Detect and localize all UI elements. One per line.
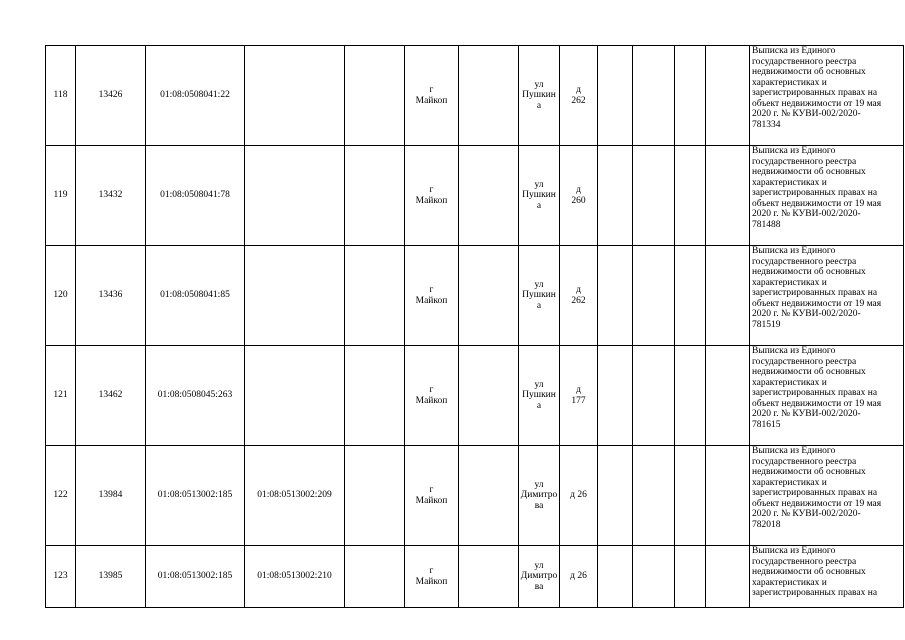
empty-cell [598, 46, 633, 146]
street-cell: ул Пушкин а [519, 346, 560, 446]
empty-cell [598, 446, 633, 546]
cadastral-number-2: 01:08:0513002:210 [245, 546, 345, 608]
table-row [46, 46, 904, 146]
street-cell: ул Пушкин а [519, 146, 560, 246]
cadastral-number: 01:08:0508045:263 [146, 346, 245, 446]
object-id: 13462 [76, 346, 146, 446]
cadastral-number: 01:08:0508041:85 [146, 246, 245, 346]
empty-cell [598, 146, 633, 246]
empty-cell [706, 546, 750, 608]
cadastral-number-2 [245, 246, 345, 346]
city-cell: г Майкоп [405, 446, 459, 546]
house-cell: д 262 [560, 246, 598, 346]
table-row [46, 446, 904, 546]
empty-cell [459, 546, 519, 608]
empty-cell [345, 546, 405, 608]
document-note: Выписка из Единого государственного реестра недвижимости об основных характеристиках и зарегистрированных правах на объект недвижимости от 19 мая 2020 г. № КУВИ-002/2020- 782018 [750, 446, 904, 546]
empty-cell [459, 46, 519, 146]
street-cell: ул Димитро ва [519, 546, 560, 608]
empty-cell [706, 246, 750, 346]
street-cell: ул Пушкин а [519, 46, 560, 146]
empty-cell [598, 246, 633, 346]
empty-cell [345, 446, 405, 546]
empty-cell [633, 346, 675, 446]
empty-cell [459, 346, 519, 446]
object-id: 13985 [76, 546, 146, 608]
registry-table [45, 45, 904, 608]
row-number: 122 [46, 446, 76, 546]
empty-cell [675, 446, 706, 546]
house-cell: д 262 [560, 46, 598, 146]
city-cell: г Майкоп [405, 546, 459, 608]
empty-cell [633, 446, 675, 546]
empty-cell [706, 146, 750, 246]
house-cell: д 177 [560, 346, 598, 446]
city-cell: г Майкоп [405, 146, 459, 246]
empty-cell [345, 346, 405, 446]
cadastral-number-2: 01:08:0513002:209 [245, 446, 345, 546]
table-row [46, 346, 904, 446]
cadastral-number-2 [245, 46, 345, 146]
empty-cell [459, 246, 519, 346]
object-id: 13984 [76, 446, 146, 546]
empty-cell [706, 346, 750, 446]
row-number: 119 [46, 146, 76, 246]
street-cell: ул Димитро ва [519, 446, 560, 546]
cadastral-number-2 [245, 346, 345, 446]
empty-cell [675, 246, 706, 346]
empty-cell [459, 446, 519, 546]
empty-cell [459, 146, 519, 246]
row-number: 118 [46, 46, 76, 146]
cadastral-number: 01:08:0513002:185 [146, 546, 245, 608]
empty-cell [598, 346, 633, 446]
document-note: Выписка из Единого государственного реестра недвижимости об основных характеристиках и зарегистрированных правах на объект недвижимости от 19 мая 2020 г. № КУВИ-002/2020- 781519 [750, 246, 904, 346]
house-cell: д 26 [560, 546, 598, 608]
empty-cell [345, 46, 405, 146]
empty-cell [706, 46, 750, 146]
row-number: 120 [46, 246, 76, 346]
empty-cell [345, 246, 405, 346]
empty-cell [633, 246, 675, 346]
empty-cell [633, 146, 675, 246]
empty-cell [598, 546, 633, 608]
city-cell: г Майкоп [405, 46, 459, 146]
document-note: Выписка из Единого государственного реестра недвижимости об основных характеристиках и зарегистрированных правах на объект недвижимости от 19 мая 2020 г. № КУВИ-002/2020- 781488 [750, 146, 904, 246]
empty-cell [675, 546, 706, 608]
house-cell: д 26 [560, 446, 598, 546]
object-id: 13432 [76, 146, 146, 246]
street-cell: ул Пушкин а [519, 246, 560, 346]
empty-cell [675, 346, 706, 446]
empty-cell [633, 46, 675, 146]
empty-cell [706, 446, 750, 546]
table-row [46, 246, 904, 346]
object-id: 13426 [76, 46, 146, 146]
object-id: 13436 [76, 246, 146, 346]
row-number: 123 [46, 546, 76, 608]
house-cell: д 260 [560, 146, 598, 246]
empty-cell [675, 46, 706, 146]
document-note: Выписка из Единого государственного реестра недвижимости об основных характеристиках и зарегистрированных правах на объект недвижимости от 19 мая 2020 г. № КУВИ-002/2020- 781615 [750, 346, 904, 446]
table-row [46, 546, 904, 608]
empty-cell [675, 146, 706, 246]
document-note: Выписка из Единого государственного реестра недвижимости об основных характеристиках и зарегистрированных правах на объект недвижимости от 19 мая 2020 г. № КУВИ-002/2020- 781334 [750, 46, 904, 146]
city-cell: г Майкоп [405, 346, 459, 446]
cadastral-number: 01:08:0508041:22 [146, 46, 245, 146]
empty-cell [345, 146, 405, 246]
table-row [46, 146, 904, 246]
empty-cell [633, 546, 675, 608]
row-number: 121 [46, 346, 76, 446]
cadastral-number-2 [245, 146, 345, 246]
city-cell: г Майкоп [405, 246, 459, 346]
cadastral-number: 01:08:0513002:185 [146, 446, 245, 546]
document-note: Выписка из Единого государственного реестра недвижимости об основных характеристиках и зарегистрированных правах на [750, 546, 904, 608]
cadastral-number: 01:08:0508041:78 [146, 146, 245, 246]
